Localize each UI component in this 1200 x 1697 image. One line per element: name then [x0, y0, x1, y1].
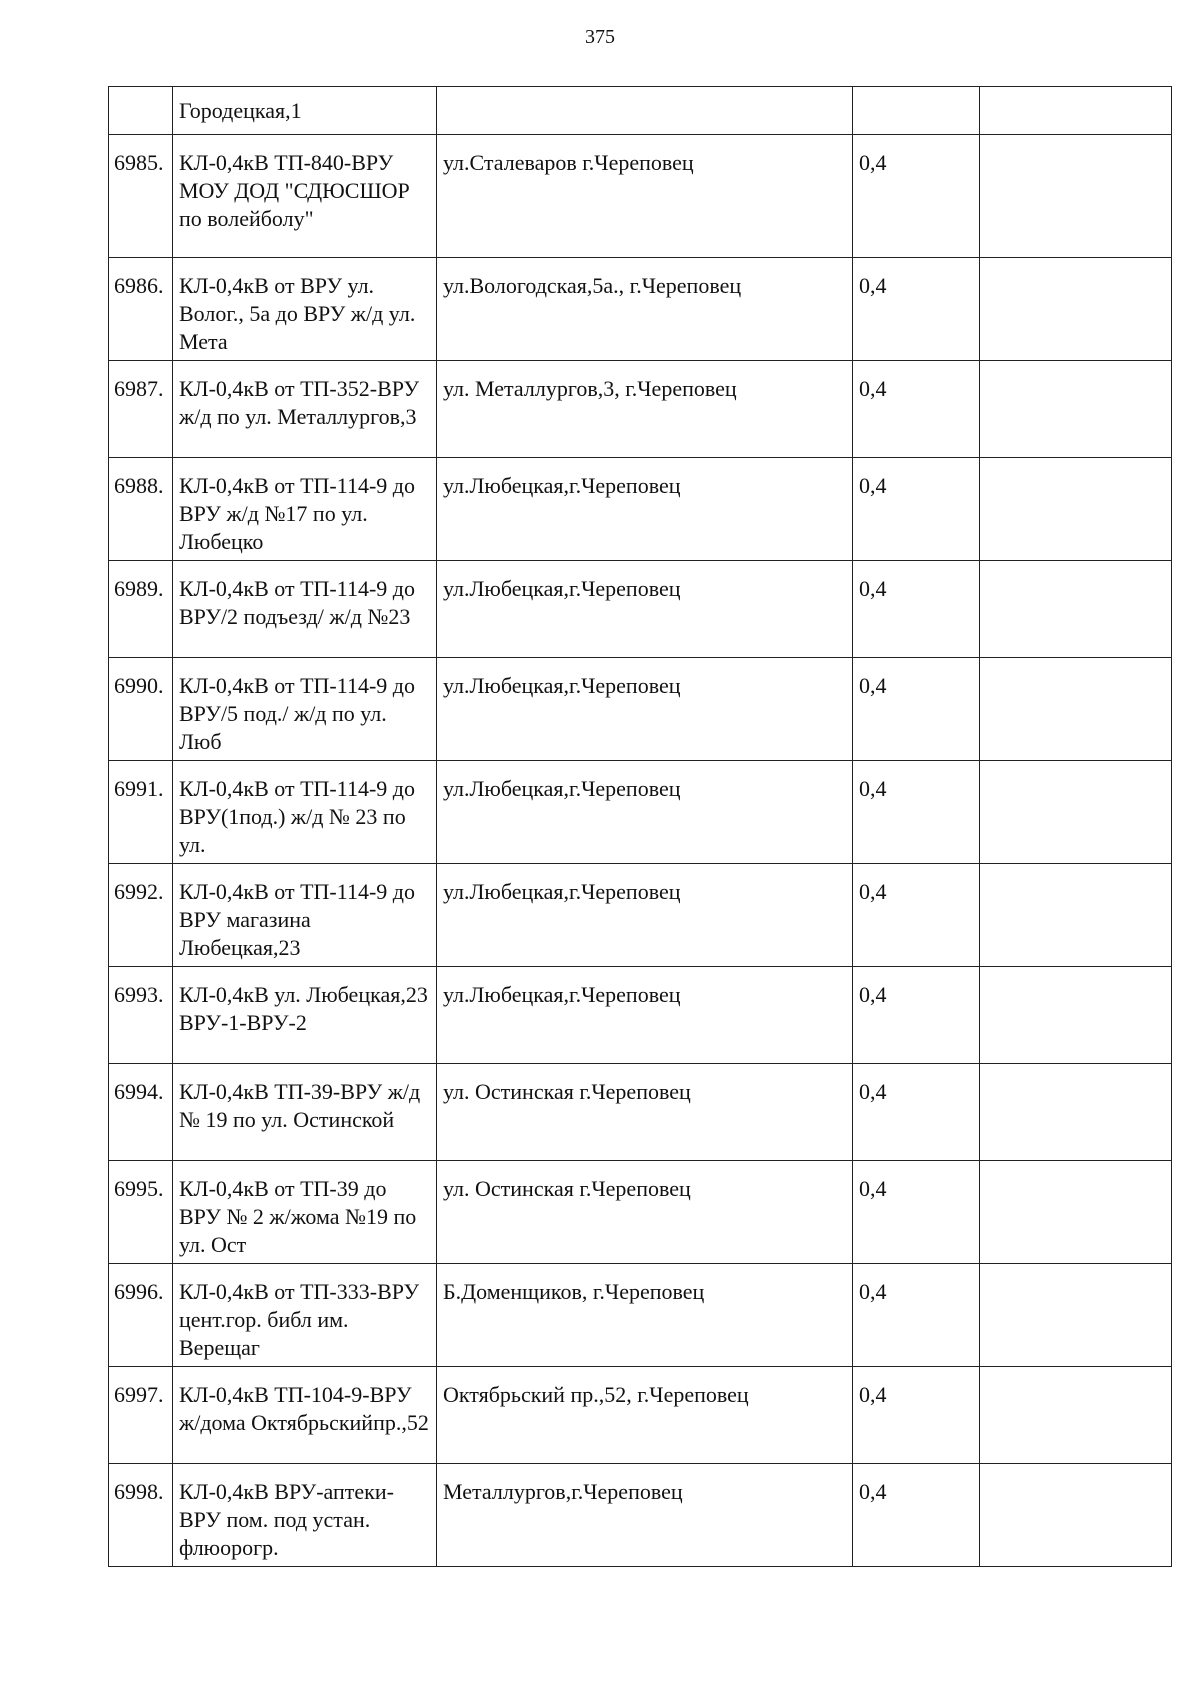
- voltage-cell: 0,4: [853, 1161, 980, 1264]
- extra-cell: [980, 1367, 1172, 1464]
- address-cell: ул. Остинская г.Череповец: [437, 1064, 853, 1161]
- voltage-cell: 0,4: [853, 1064, 980, 1161]
- extra-cell: [980, 1161, 1172, 1264]
- cable-name-cell: КЛ-0,4кВ от ТП-114-9 до ВРУ/2 подъезд/ ж/д №23: [173, 561, 437, 658]
- table-row: [109, 658, 1172, 761]
- extra-cell: [980, 761, 1172, 864]
- extra-cell: [980, 458, 1172, 561]
- table-row: [109, 1064, 1172, 1161]
- address-cell: Б.Доменщиков, г.Череповец: [437, 1264, 853, 1367]
- voltage-cell: 0,4: [853, 864, 980, 967]
- cable-name-cell: КЛ-0,4кВ от ТП-114-9 до ВРУ ж/д №17 по ул. Любецко: [173, 458, 437, 561]
- row-number-cell: 6998.: [109, 1464, 173, 1567]
- cable-name-cell: КЛ-0,4кВ от ТП-352-ВРУ ж/д по ул. Металлургов,3: [173, 361, 437, 458]
- cable-name-cell: КЛ-0,4кВ от ВРУ ул. Волог., 5а до ВРУ ж/д ул. Мета: [173, 258, 437, 361]
- row-number-cell: 6997.: [109, 1367, 173, 1464]
- voltage-cell: 0,4: [853, 761, 980, 864]
- address-cell: ул.Любецкая,г.Череповец: [437, 967, 853, 1064]
- cable-name-cell: КЛ-0,4кВ ТП-104-9-ВРУ ж/дома Октябрьскийпр.,52: [173, 1367, 437, 1464]
- address-cell: ул. Остинская г.Череповец: [437, 1161, 853, 1264]
- table-row: [109, 458, 1172, 561]
- table-body: [109, 87, 1172, 1567]
- cable-name-cell: КЛ-0,4кВ ТП-39-ВРУ ж/д № 19 по ул. Остинской: [173, 1064, 437, 1161]
- row-number-cell: 6991.: [109, 761, 173, 864]
- cable-name-cell: КЛ-0,4кВ от ТП-114-9 до ВРУ магазина Любецкая,23: [173, 864, 437, 967]
- address-cell: ул. Металлургов,3, г.Череповец: [437, 361, 853, 458]
- table-row: [109, 864, 1172, 967]
- extra-cell: [980, 135, 1172, 258]
- extra-cell: [980, 361, 1172, 458]
- row-number-cell: 6992.: [109, 864, 173, 967]
- voltage-cell: 0,4: [853, 361, 980, 458]
- address-cell: Октябрьский пр.,52, г.Череповец: [437, 1367, 853, 1464]
- address-cell: ул.Любецкая,г.Череповец: [437, 658, 853, 761]
- row-number-cell: 6988.: [109, 458, 173, 561]
- cable-name-cell: КЛ-0,4кВ от ТП-39 до ВРУ № 2 ж/жома №19 по ул. Ост: [173, 1161, 437, 1264]
- extra-cell: [980, 658, 1172, 761]
- table-row: [109, 761, 1172, 864]
- row-number-cell: 6989.: [109, 561, 173, 658]
- address-cell: ул.Любецкая,г.Череповец: [437, 561, 853, 658]
- voltage-cell: 0,4: [853, 967, 980, 1064]
- extra-cell: [980, 258, 1172, 361]
- cable-name-cell: Городецкая,1: [173, 87, 437, 135]
- extra-cell: [980, 1064, 1172, 1161]
- table-row: [109, 967, 1172, 1064]
- table-row: [109, 561, 1172, 658]
- voltage-cell: 0,4: [853, 135, 980, 258]
- cable-registry-table: [108, 86, 1172, 1567]
- page-number: 375: [585, 26, 615, 48]
- voltage-cell: 0,4: [853, 561, 980, 658]
- row-number-cell: 6995.: [109, 1161, 173, 1264]
- table-row: [109, 1264, 1172, 1367]
- row-number-cell: 6996.: [109, 1264, 173, 1367]
- cable-name-cell: КЛ-0,4кВ ВРУ-аптеки-ВРУ пом. под устан. флюорогр.: [173, 1464, 437, 1567]
- extra-cell: [980, 864, 1172, 967]
- extra-cell: [980, 1464, 1172, 1567]
- table-row: [109, 361, 1172, 458]
- voltage-cell: 0,4: [853, 1464, 980, 1567]
- extra-cell: [980, 967, 1172, 1064]
- table-row: [109, 1161, 1172, 1264]
- address-cell: ул.Вологодская,5а., г.Череповец: [437, 258, 853, 361]
- row-number-cell: 6987.: [109, 361, 173, 458]
- extra-cell: [980, 1264, 1172, 1367]
- row-number-cell: 6994.: [109, 1064, 173, 1161]
- table-row: [109, 135, 1172, 258]
- cable-name-cell: КЛ-0,4кВ ТП-840-ВРУ МОУ ДОД "СДЮСШОР по волейболу": [173, 135, 437, 258]
- extra-cell: [980, 87, 1172, 135]
- address-cell: ул.Любецкая,г.Череповец: [437, 864, 853, 967]
- row-number-cell: 6993.: [109, 967, 173, 1064]
- table-row: [109, 87, 1172, 135]
- table-row: [109, 258, 1172, 361]
- row-number-cell: 6990.: [109, 658, 173, 761]
- address-cell: ул.Сталеваров г.Череповец: [437, 135, 853, 258]
- address-cell: [437, 87, 853, 135]
- address-cell: Металлургов,г.Череповец: [437, 1464, 853, 1567]
- extra-cell: [980, 561, 1172, 658]
- row-number-cell: 6985.: [109, 135, 173, 258]
- address-cell: ул.Любецкая,г.Череповец: [437, 458, 853, 561]
- voltage-cell: [853, 87, 980, 135]
- row-number-cell: 6986.: [109, 258, 173, 361]
- address-cell: ул.Любецкая,г.Череповец: [437, 761, 853, 864]
- voltage-cell: 0,4: [853, 258, 980, 361]
- cable-name-cell: КЛ-0,4кВ от ТП-333-ВРУ цент.гор. библ им. Верещаг: [173, 1264, 437, 1367]
- cable-name-cell: КЛ-0,4кВ от ТП-114-9 до ВРУ(1под.) ж/д № 23 по ул.: [173, 761, 437, 864]
- voltage-cell: 0,4: [853, 1367, 980, 1464]
- table-row: [109, 1367, 1172, 1464]
- cable-name-cell: КЛ-0,4кВ ул. Любецкая,23 ВРУ-1-ВРУ-2: [173, 967, 437, 1064]
- row-number-cell: [109, 87, 173, 135]
- table-row: [109, 1464, 1172, 1567]
- voltage-cell: 0,4: [853, 1264, 980, 1367]
- voltage-cell: 0,4: [853, 458, 980, 561]
- cable-name-cell: КЛ-0,4кВ от ТП-114-9 до ВРУ/5 под./ ж/д по ул. Люб: [173, 658, 437, 761]
- voltage-cell: 0,4: [853, 658, 980, 761]
